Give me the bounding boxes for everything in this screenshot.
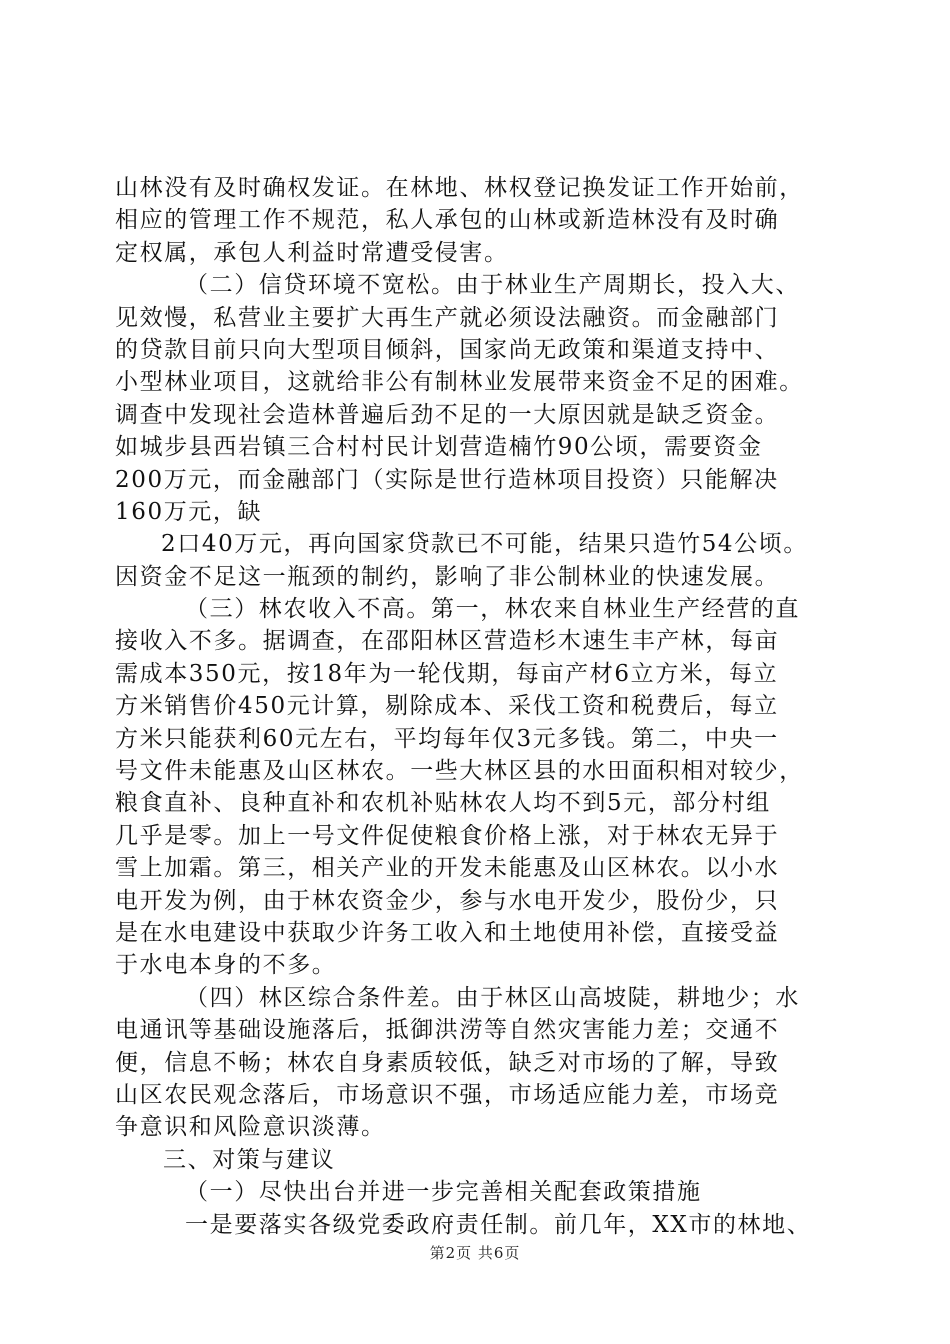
paragraph-line: 定权属，承包人利益时常遭受侵害。 — [115, 239, 509, 266]
paragraph-line: 见效慢，私营业主要扩大再生产就必须设法融资。而金融部门 — [115, 304, 780, 331]
section-heading-line: （四）林区综合条件差。由于林区山高坡陡，耕地少；水 — [185, 984, 800, 1011]
document-body — [115, 172, 840, 1241]
paragraph-line: 是在水电建设中获取少许务工收入和土地使用补偿，直接受益 — [115, 919, 780, 946]
paragraph-line: 调查中发现社会造林普遍后劲不足的一大原因就是缺乏资金。 — [115, 401, 780, 428]
paragraph-line: 山林没有及时确权发证。在林地、林权登记换发证工作开始前， — [115, 175, 804, 201]
paragraph-line: 电开发为例，由于林农资金少，参与水电开发少，股份少，只 — [115, 887, 780, 914]
paragraph-line: 因资金不足这一瓶颈的制约，影响了非公制林业的快速发展。 — [115, 563, 780, 590]
paragraph-line: 200万元，而金融部门（实际是世行造林项目投资）只能解决 — [115, 466, 779, 493]
paragraph-line: 一是要落实各级党委政府责任制。前几年，XX市的林地、 — [185, 1211, 812, 1238]
paragraph-line: 粮食直补、良种直补和农机补贴林农人均不到5元，部分村组 — [115, 790, 771, 817]
paragraph-line: 方米只能获利60元左右，平均每年仅3元多钱。第二，中央一 — [115, 725, 779, 752]
paragraph-line: 接收入不多。据调查，在邵阳林区营造杉木速生丰产林，每亩 — [115, 628, 780, 655]
paragraph-line: 便，信息不畅；林农自身素质较低，缺乏对市场的了解，导致 — [115, 1049, 780, 1076]
paragraph-line: 小型林业项目，这就给非公有制林业发展带来资金不足的困难。 — [115, 369, 804, 396]
paragraph-line: 电通讯等基础设施落后，抵御洪涝等自然灾害能力差；交通不 — [115, 1017, 780, 1044]
paragraph-line: 160万元，缺 — [115, 498, 263, 525]
paragraph-line: 的贷款目前只向大型项目倾斜，国家尚无政策和渠道支持中、 — [115, 336, 780, 363]
paragraph-line: 相应的管理工作不规范，私人承包的山林或新造林没有及时确 — [115, 207, 780, 234]
paragraph-line: 号文件未能惠及山区林农。一些大林区县的水田面积相对较少， — [115, 758, 804, 785]
page-number-label: 第2页 共6页 — [429, 1244, 521, 1262]
subsection-heading: （一）尽快出台并进一步完善相关配套政策措施 — [185, 1179, 702, 1206]
chapter-heading: 三、对策与建议 — [163, 1146, 336, 1173]
section-heading-line: （二）信贷环境不宽松。由于林业生产周期长，投入大、 — [185, 272, 800, 299]
paragraph-line: 如城步县西岩镇三合村村民计划营造楠竹90公顷，需要资金 — [115, 434, 763, 461]
paragraph-line: 山区农民观念落后，市场意识不强，市场适应能力差，市场竞 — [115, 1081, 780, 1108]
paragraph-line: 雪上加霜。第三，相关产业的开发未能惠及山区林农。以小水 — [115, 855, 780, 882]
page-footer — [0, 1242, 950, 1263]
paragraph-line: 2口40万元，再向国家贷款已不可能，结果只造竹54公顷。 — [161, 531, 808, 558]
paragraph-line: 争意识和风险意识淡薄。 — [115, 1114, 386, 1141]
paragraph-line: 几乎是零。加上一号文件促使粮食价格上涨，对于林农无异于 — [115, 822, 780, 849]
paragraph-line: 方米销售价450元计算，剔除成本、采伐工资和税费后，每立 — [115, 693, 779, 720]
paragraph-line: 需成本350元，按18年为一轮伐期，每亩产材6立方米，每立 — [115, 660, 779, 687]
section-heading-line: （三）林农收入不高。第一，林农来自林业生产经营的直 — [185, 596, 800, 623]
paragraph-line: 于水电本身的不多。 — [115, 952, 337, 979]
